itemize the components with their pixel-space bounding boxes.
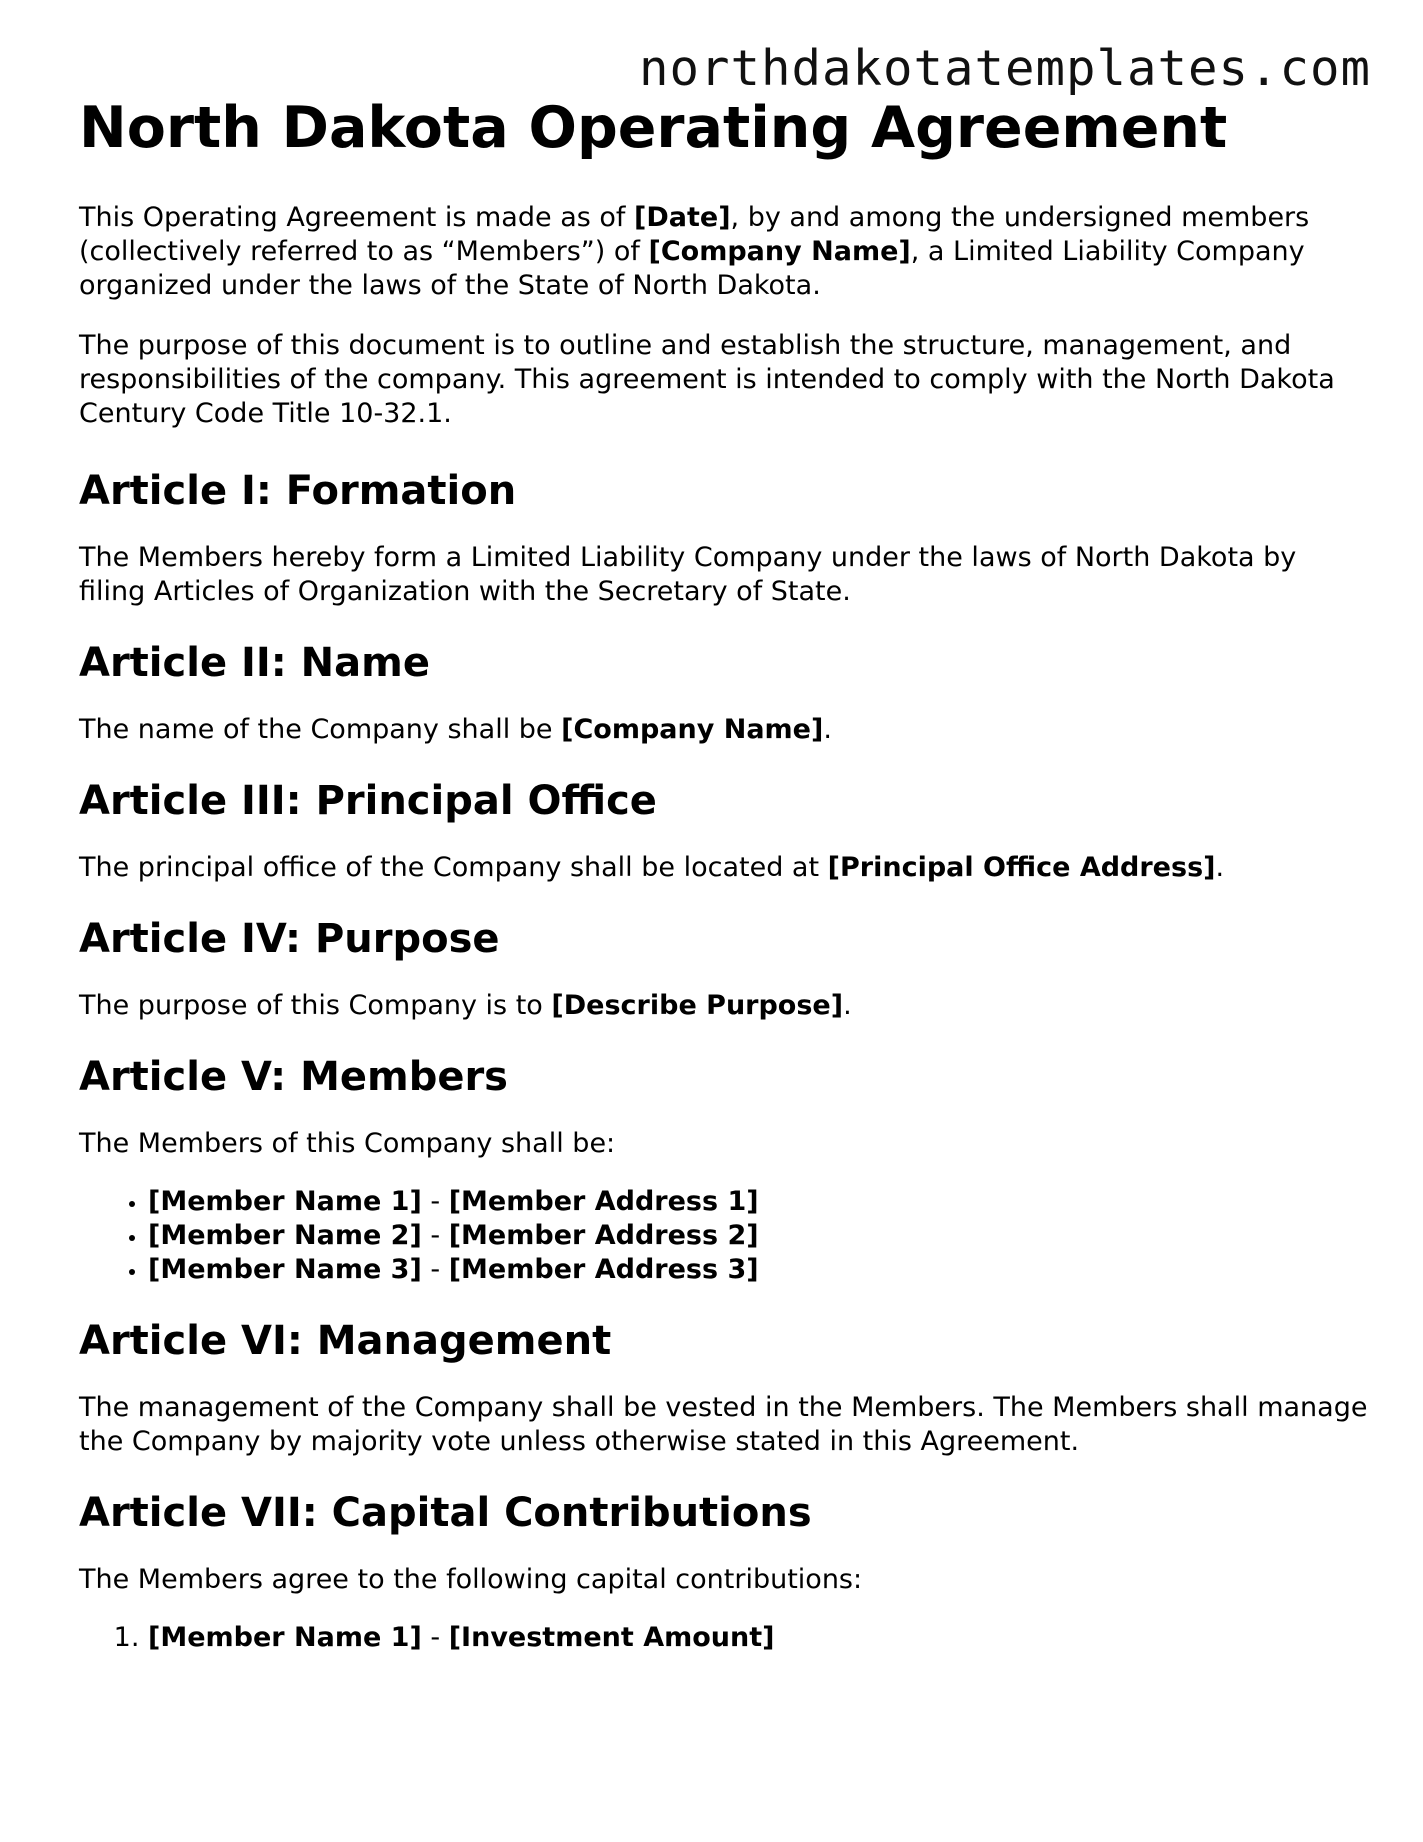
article-4-heading: Article IV: Purpose <box>79 916 500 963</box>
member-address: [Member Address 1] <box>448 1186 759 1218</box>
member-address: [Member Address 2] <box>448 1220 759 1252</box>
list-item <box>148 1253 1369 1287</box>
list-item <box>148 1621 1369 1655</box>
site-watermark: northdakotatemplates.com <box>638 40 1371 97</box>
article-2-text-start: The name of the Company shall be <box>79 714 562 746</box>
member-name: [Member Name 2] <box>148 1220 422 1252</box>
intro-paragraph-2: The purpose of this document is to outline and establish the structure, management, and responsibilities of the company. This agreement is intended to comply with the North Dakota Century Code Title 10-32.1. <box>79 330 1335 430</box>
article-2-heading: Article II: Name <box>79 640 430 687</box>
article-7-heading: Article VII: Capital Contributions <box>79 1490 812 1537</box>
article-5-text: The Members of this Company shall be: <box>79 1128 616 1160</box>
intro-text-2: , by and among the undersigned members (collectively referred to as “Members”) of <box>79 202 1310 268</box>
intro-text-1: This Operating Agreement is made as of <box>79 202 634 234</box>
company-name-placeholder: [Company Name] <box>561 714 824 746</box>
article-3-heading: Article III: Principal Office <box>79 778 657 825</box>
intro-paragraph-1 <box>79 201 1369 303</box>
separator: - <box>421 1622 449 1654</box>
article-2-text <box>79 713 1369 747</box>
article-4-text <box>79 989 1369 1023</box>
page-title: North Dakota Operating Agreement <box>79 95 1228 161</box>
article-6-text: The management of the Company shall be vested in the Members. The Members shall manage the Company by majority vote unless otherwise stated in this Agreement. <box>79 1392 1368 1458</box>
separator: - <box>421 1220 449 1252</box>
member-name: [Member Name 1] <box>148 1622 422 1654</box>
article-5-heading: Article V: Members <box>79 1054 508 1101</box>
separator: - <box>421 1254 449 1286</box>
list-item <box>148 1185 1369 1219</box>
article-3-text <box>79 851 1369 885</box>
list-item <box>148 1219 1369 1253</box>
date-placeholder: [Date] <box>634 202 731 234</box>
article-7-text: The Members agree to the following capital contributions: <box>79 1564 863 1596</box>
separator: - <box>421 1186 449 1218</box>
article-6-heading: Article VI: Management <box>79 1318 612 1365</box>
article-2-text-end: . <box>823 714 832 746</box>
investment-amount: [Investment Amount] <box>448 1622 775 1654</box>
member-name: [Member Name 1] <box>148 1186 422 1218</box>
article-3-text-end: . <box>1215 852 1225 884</box>
member-address: [Member Address 3] <box>448 1254 759 1286</box>
article-1-heading: Article I: Formation <box>79 468 517 515</box>
purpose-placeholder: [Describe Purpose] <box>551 990 844 1022</box>
article-4-text-start: The purpose of this Company is to <box>79 990 552 1022</box>
document-page <box>79 94 1369 1655</box>
office-address-placeholder: [Principal Office Address] <box>827 852 1216 884</box>
article-4-text-end: . <box>843 990 852 1022</box>
company-name-placeholder: [Company Name] <box>648 236 911 268</box>
intro-text-3: , a Limited Liability Company organized under the laws of the State of North Dakota. <box>79 236 1305 302</box>
members-list <box>79 1185 1369 1287</box>
member-name: [Member Name 3] <box>148 1254 422 1286</box>
article-1-text: The Members hereby form a Limited Liability Company under the laws of North Dakota by filing Articles of Organization with the Secretary of State. <box>79 542 1297 608</box>
article-3-text-start: The principal office of the Company shall be located at <box>79 852 828 884</box>
contributions-list <box>79 1621 1369 1655</box>
